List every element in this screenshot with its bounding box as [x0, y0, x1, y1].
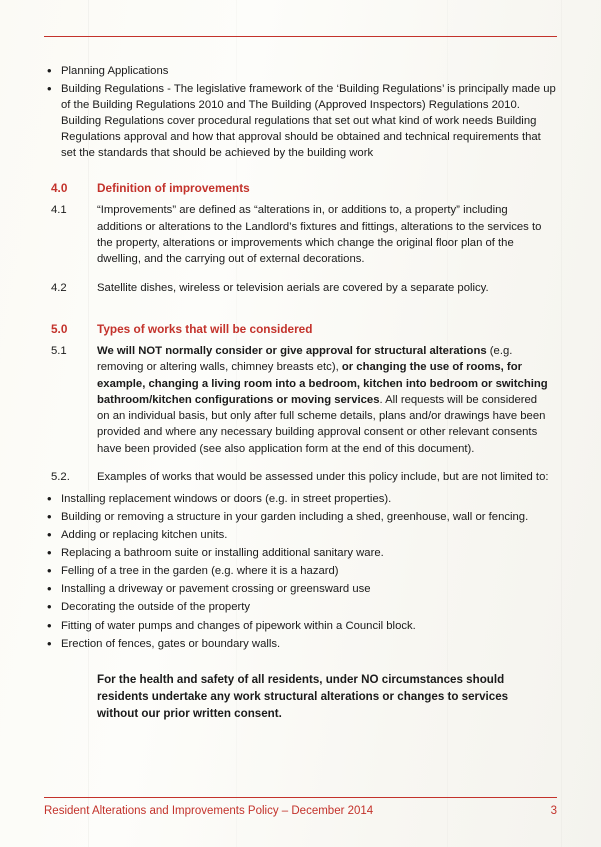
bullet-text: Erection of fences, gates or boundary walls.	[61, 637, 281, 650]
intro-bullet-list	[44, 63, 557, 161]
paragraph-number: 4.1	[51, 204, 67, 217]
section-number: 5.0	[51, 322, 68, 337]
section-heading-5	[44, 322, 557, 336]
footer-text: Resident Alterations and Improvements Policy – December 2014	[44, 805, 374, 817]
paragraph-5-1	[44, 343, 557, 457]
list-item	[44, 509, 557, 525]
list-item	[44, 636, 557, 652]
bullet-text: Decorating the outside of the property	[61, 601, 251, 614]
paragraph-normal-2: . All requests will be considered on an individual basis, but only after full scheme details, plans and/or drawings have been provided and where any necessary building approval consent or other relevant consents have been provided (see also application form at the end of this document).	[97, 393, 546, 455]
paragraph-4-1	[44, 202, 557, 268]
paragraph-text: “Improvements” are defined as “alterations in, or additions to, a property” including additions or alterations to the Landlord’s fixtures and fittings, alterations to the services to the property, alterations or improvements which change the original floor plan of the dwelling, and the carrying out of external decorations.	[97, 204, 542, 266]
page-number: 3	[550, 805, 557, 817]
page-footer	[44, 797, 557, 817]
list-item	[44, 563, 557, 579]
section-heading-4	[44, 181, 557, 195]
section-title: Definition of improvements	[97, 181, 250, 196]
bullet-text: Building Regulations - The legislative framework of the ‘Building Regulations’ is principally made up of the Building Regulations 2010 and The Building (Approved Inspectors) Regulations 2010. Building Regulations cover procedural regulations that set out what kind of work needs Building Regulations approval and how that approval should be obtained and technical requirements that set the standards that should be achieved by the building work	[61, 83, 556, 160]
header-rule	[44, 36, 557, 37]
scan-streak	[561, 0, 562, 847]
paragraph-4-2	[44, 280, 557, 296]
paragraph-number: 4.2	[51, 281, 67, 294]
list-item	[44, 63, 557, 79]
bullet-text: Installing replacement windows or doors (e.g. in street properties).	[61, 493, 392, 506]
list-item	[44, 581, 557, 597]
bullet-text: Fitting of water pumps and changes of pipework within a Council block.	[61, 619, 416, 632]
list-item	[44, 545, 557, 561]
section-number: 4.0	[51, 181, 68, 196]
paragraph-bold-lead: We will NOT normally consider or give approval for structural alterations	[97, 345, 487, 358]
page-content	[44, 36, 557, 817]
bullet-text: Planning Applications	[61, 65, 169, 77]
paragraph-normal-1: (e.g. removing or altering walls, chimney breasts etc),	[97, 345, 513, 374]
paragraph-text: Examples of works that would be assessed under this policy include, but are not limited to:	[97, 470, 549, 483]
examples-bullet-list	[44, 491, 557, 651]
list-item	[44, 491, 557, 507]
paragraph-number: 5.1	[51, 345, 67, 358]
bullet-text: Building or removing a structure in your garden including a shed, greenhouse, wall or fencing.	[61, 511, 529, 524]
bullet-text: Felling of a tree in the garden (e.g. where it is a hazard)	[61, 565, 339, 578]
list-item	[44, 599, 557, 615]
closing-statement: For the health and safety of all residents, under NO circumstances should residents undertake any work structural alterations or changes to services without our prior written consent.	[97, 672, 509, 721]
section-title: Types of works that will be considered	[97, 322, 313, 337]
paragraph-5-2	[44, 469, 557, 485]
bullet-text: Installing a driveway or pavement crossing or greensward use	[61, 583, 371, 596]
list-item	[44, 81, 557, 161]
paragraph-text: Satellite dishes, wireless or television aerials are covered by a separate policy.	[97, 281, 489, 294]
list-item	[44, 527, 557, 543]
paragraph-bold-mid: or changing the use of rooms, for example, changing a living room into a bedroom, kitchen into bedroom or switching bathroom/kitchen configurations or moving services	[97, 361, 548, 406]
footer-rule	[44, 797, 557, 798]
bullet-text: Replacing a bathroom suite or installing additional sanitary ware.	[61, 547, 384, 560]
paragraph-number: 5.2.	[51, 470, 70, 483]
paragraph-text	[97, 343, 557, 457]
bullet-text: Adding or replacing kitchen units.	[61, 529, 228, 542]
list-item	[44, 618, 557, 634]
